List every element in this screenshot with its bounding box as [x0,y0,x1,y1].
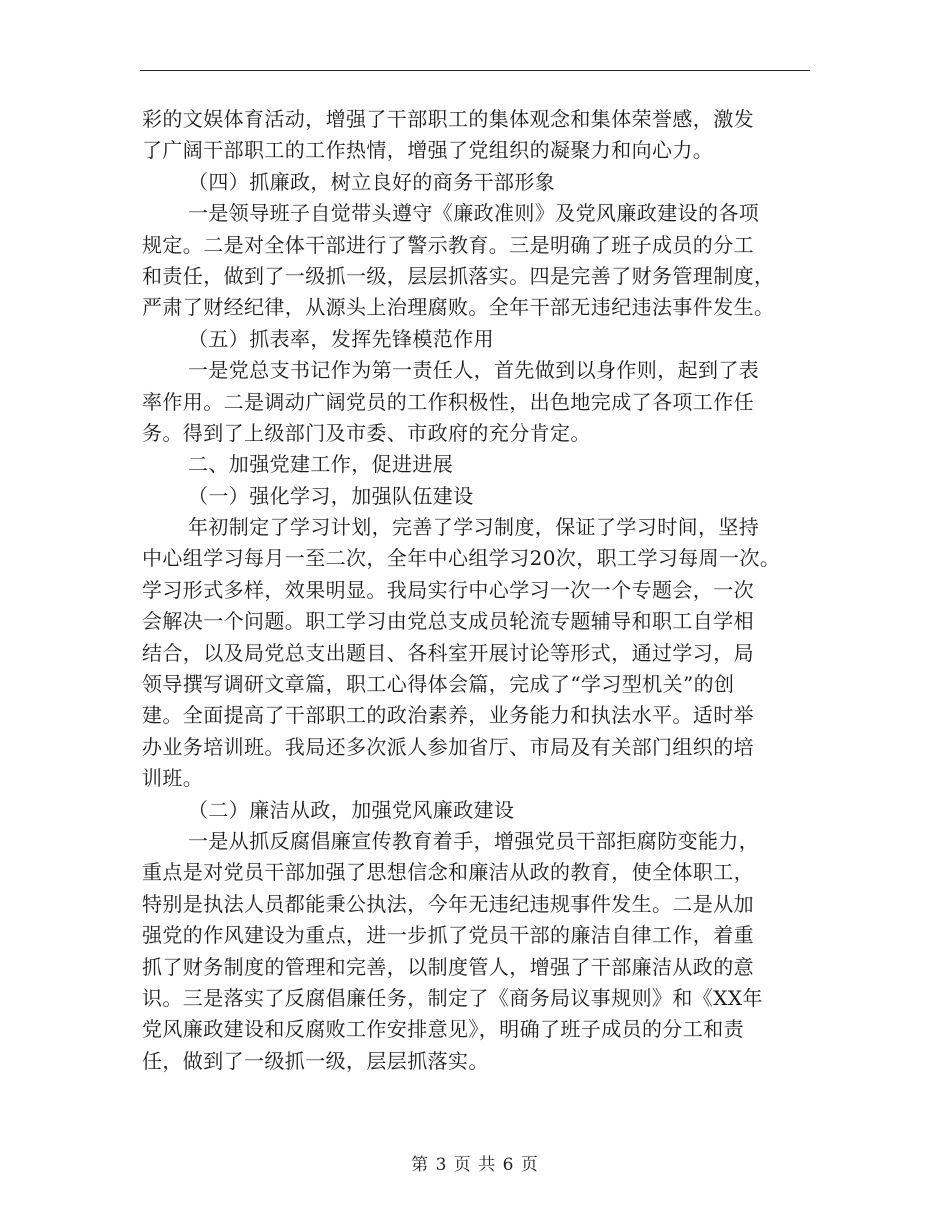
text-line: （四）抓廉政，树立良好的商务干部形象 [188,169,556,194]
text-line: 二、加强党建工作，促进进展 [188,452,454,477]
text-line: 和责任，做到了一级抓一级，层层抓落实。四是完善了财务管理制度， [142,263,775,288]
text-line: 年初制定了学习计划，完善了学习制度，保证了学习时间，坚持 [188,515,760,540]
text-line: 建。全面提高了干部职工的政治素养，业务能力和执法水平。适时举 [142,703,754,728]
text-line: 重点是对党员干部加强了思想信念和廉洁从政的教育，使全体职工， [142,860,754,885]
text-line: 一是从抓反腐倡廉宣传教育着手，增强党员干部拒腐防变能力， [188,828,760,853]
text-line: 一是党总支书记作为第一责任人，首先做到以身作则，起到了表 [188,358,760,383]
document-body [142,104,808,1077]
text-line: 办业务培训班。我局还多次派人参加省厅、市局及有关部门组织的培 [142,734,754,759]
text-line: 识。三是落实了反腐倡廉任务，制定了《商务局议事规则》和《XX年 [142,985,763,1010]
text-line: 彩的文娱体育活动，增强了干部职工的集体观念和集体荣誉感，激发 [142,107,754,131]
text-line: 任，做到了一级抓一级，层层抓落实。 [142,1048,489,1073]
text-line: 中心组学习每月一至二次，全年中心组学习20次，职工学习每周一次。 [142,546,781,571]
text-line: 了广阔干部职工的工作热情，增强了党组织的凝聚力和向心力。 [142,138,714,163]
text-line: 学习形式多样，效果明显。我局实行中心学习一次一个专题会，一次 [142,577,754,602]
text-line: 抓了财务制度的管理和完善，以制度管人，增强了干部廉洁从政的意 [142,954,754,979]
text-line: 特别是执法人员都能秉公执法，今年无违纪违规事件发生。二是从加 [142,891,754,916]
page-number-footer: 第 3 页 共 6 页 [411,1155,539,1175]
text-line: （一）强化学习，加强队伍建设 [188,483,474,508]
text-line: 严肃了财经纪律，从源头上治理腐败。全年干部无违纪违法事件发生。 [142,295,775,320]
text-line: 结合，以及局党总支出题目、各科室开展讨论等形式，通过学习，局 [142,640,754,665]
text-line: （五）抓表率，发挥先锋模范作用 [188,326,494,351]
text-line: 训班。 [142,766,204,791]
text-line: 会解决一个问题。职工学习由党总支成员轮流专题辅导和职工自学相 [142,609,754,634]
text-line: 党风廉政建设和反腐败工作安排意见》，明确了班子成员的分工和责 [142,1017,744,1042]
text-line: （二）廉洁从政，加强党风廉政建设 [188,797,515,822]
text-line: 强党的作风建设为重点，进一步抓了党员干部的廉洁自律工作，着重 [142,923,754,948]
text-line: 率作用。二是调动广阔党员的工作积极性，出色地完成了各项工作任 [142,389,754,414]
text-line: 务。得到了上级部门及市委、市政府的充分肯定。 [142,420,591,445]
text-line: 领导撰写调研文章篇，职工心得体会篇，完成了“学习型机关”的创 [142,672,735,697]
text-line: 规定。二是对全体干部进行了警示教育。三是明确了班子成员的分工 [142,232,754,257]
header-rule [140,70,810,71]
text-line: 一是领导班子自觉带头遵守《廉政准则》及党风廉政建设的各项 [188,201,760,226]
